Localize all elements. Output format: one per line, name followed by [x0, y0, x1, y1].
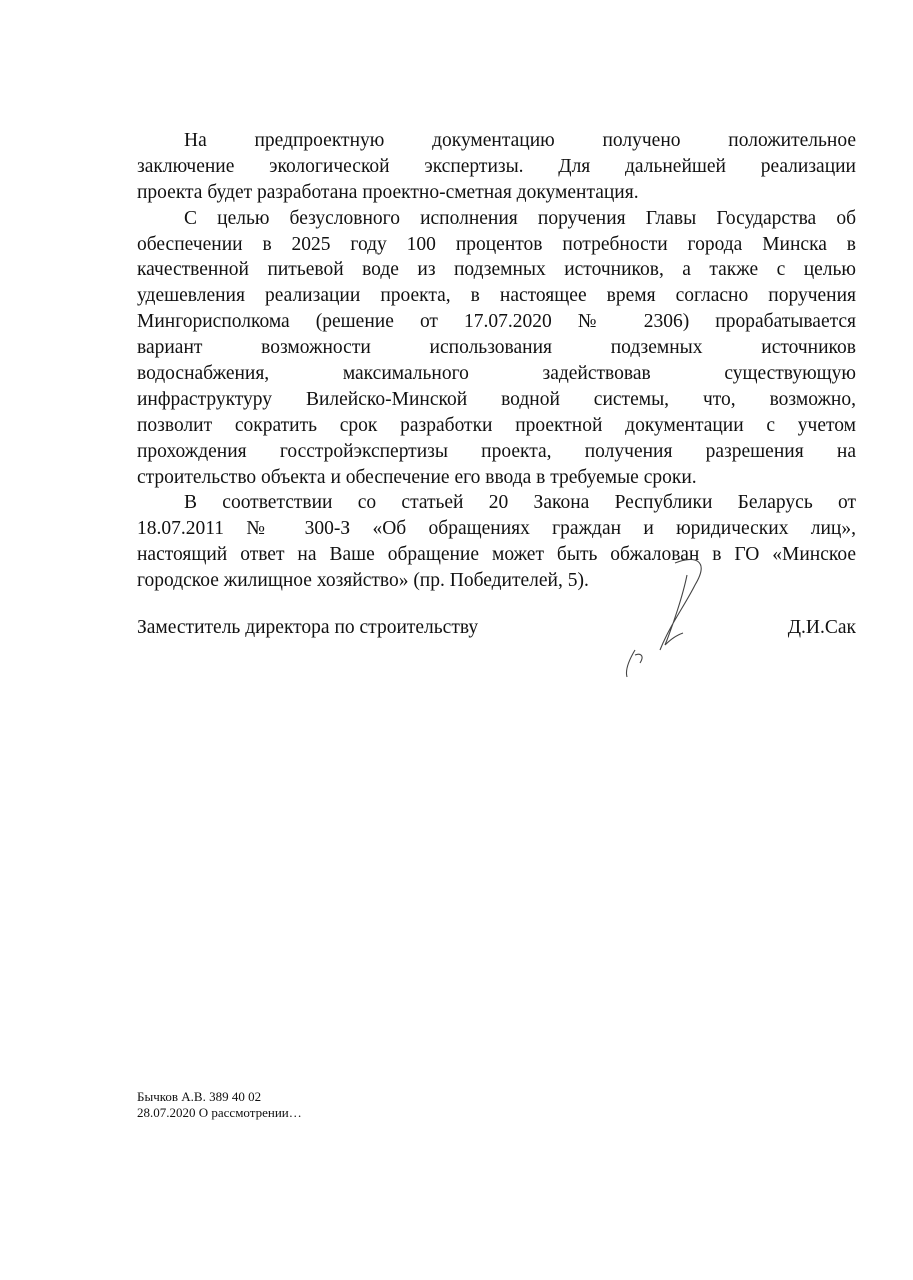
- paragraph: [137, 128, 856, 206]
- text-line: строительство объекта и обеспечение его ввода в требуемые сроки.: [137, 466, 697, 488]
- text-line: удешевления реализации проекта, в настоящее время согласно поручения: [137, 285, 856, 307]
- text-line: городское жилищное хозяйство» (пр. Победителей, 5).: [137, 570, 589, 592]
- text-line: инфраструктуру Вилейско-Минской водной системы, что, возможно,: [137, 388, 856, 410]
- text-line: Мингорисполкома (решение от 17.07.2020 № 2306) прорабатывается: [137, 311, 856, 333]
- paragraph: [137, 490, 856, 594]
- text-line: 18.07.2011 № 300-З «Об обращениях граждан и юридических лиц»,: [137, 518, 856, 540]
- signatory-name: Д.И.Сак: [787, 617, 856, 638]
- signature-block: [137, 617, 856, 639]
- text-line: проекта будет разработана проектно-сметная документация.: [137, 181, 639, 203]
- text-line: позволит сократить срок разработки проектной документации с учетом: [137, 414, 856, 436]
- paragraph: [137, 206, 856, 491]
- text-line: качественной питьевой воде из подземных источников, а также с целью: [137, 259, 856, 281]
- text-line: В соответствии со статьей 20 Закона Республики Беларусь от: [184, 492, 856, 514]
- text-line: водоснабжения, максимального задействовав существующую: [137, 363, 856, 385]
- text-line: С целью безусловного исполнения поручения Главы Государства об: [184, 207, 856, 229]
- text-line: заключение экологической экспертизы. Для дальнейшей реализации: [137, 155, 856, 177]
- text-line: вариант возможности использования подземных источников: [137, 337, 856, 359]
- letter-body: [137, 128, 856, 594]
- text-line: настоящий ответ на Ваше обращение может быть обжалован в ГО «Минское: [137, 544, 856, 566]
- text-line: На предпроектную документацию получено положительное: [184, 130, 856, 151]
- text-line: обеспечении в 2025 году 100 процентов потребности города Минска в: [137, 233, 856, 255]
- footer-note: [137, 1089, 302, 1121]
- text-line: прохождения госстройэкспертизы проекта, получения разрешения на: [137, 440, 856, 462]
- executor-contact: Бычков А.В. 389 40 02: [137, 1089, 262, 1104]
- signatory-position: Заместитель директора по строительству: [137, 617, 479, 638]
- document-reference: 28.07.2020 О рассмотрении…: [137, 1105, 302, 1120]
